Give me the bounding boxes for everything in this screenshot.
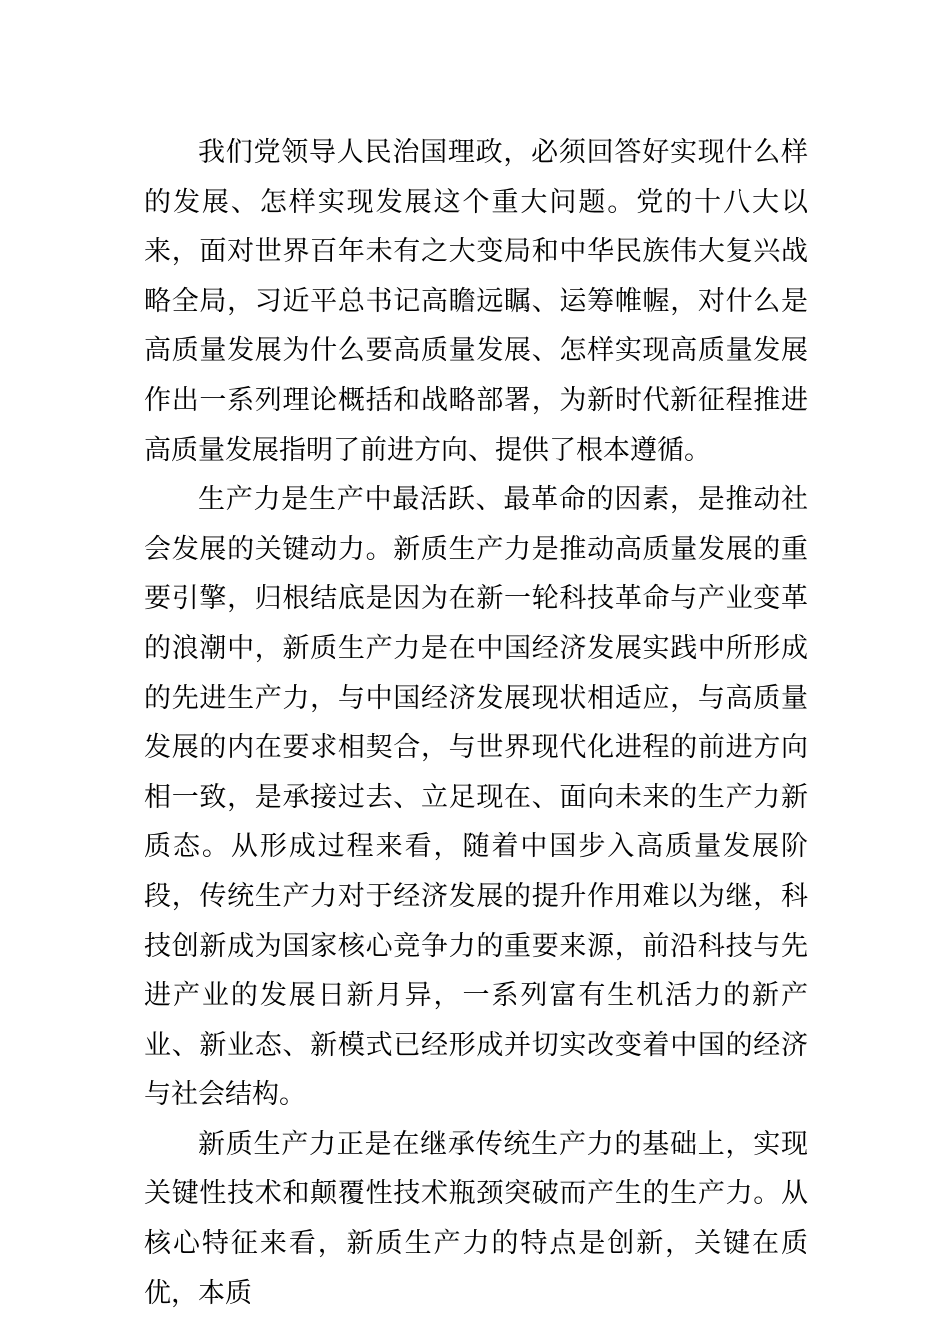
paragraph-2: 生产力是生产中最活跃、最革命的因素，是推动社会发展的关键动力。新质生产力是推动高质量发展的重要引擎，归根结底是因为在新一轮科技革命与产业变革的浪潮中，新质生产力是在中国经济发展实践中所形成的先进生产力，与中国经济发展现状相适应，与高质量发展的内在要求相契合，与世界现代化进程的前进方向相一致，是承接过去、立足现在、面向未来的生产力新质态。从形成过程来看，随着中国步入高质量发展阶段，传统生产力对于经济发展的提升作用难以为继，科技创新成为国家核心竞争力的重要来源，前沿科技与先进产业的发展日新月异，一系列富有生机活力的新产业、新业态、新模式已经形成并切实改变着中国的经济与社会结构。 [144,484,808,1111]
document-body [144,128,808,1318]
paragraph-1: 我们党领导人民治国理政，必须回答好实现什么样的发展、怎样实现发展这个重大问题。党的十八大以来，面对世界百年未有之大变局和中华民族伟大复兴战略全局，习近平总书记高瞻远瞩、运筹帷幄，对什么是高质量发展为什么要高质量发展、怎样实现高质量发展作出一系列理论概括和战略部署，为新时代新征程推进高质量发展指明了前进方向、提供了根本遵循。 [144,137,808,466]
paragraph-3: 新质生产力正是在继承传统生产力的基础上，实现关键性技术和颠覆性技术瓶颈突破而产生的生产力。从核心特征来看，新质生产力的特点是创新，关键在质优，本质 [144,1128,808,1309]
